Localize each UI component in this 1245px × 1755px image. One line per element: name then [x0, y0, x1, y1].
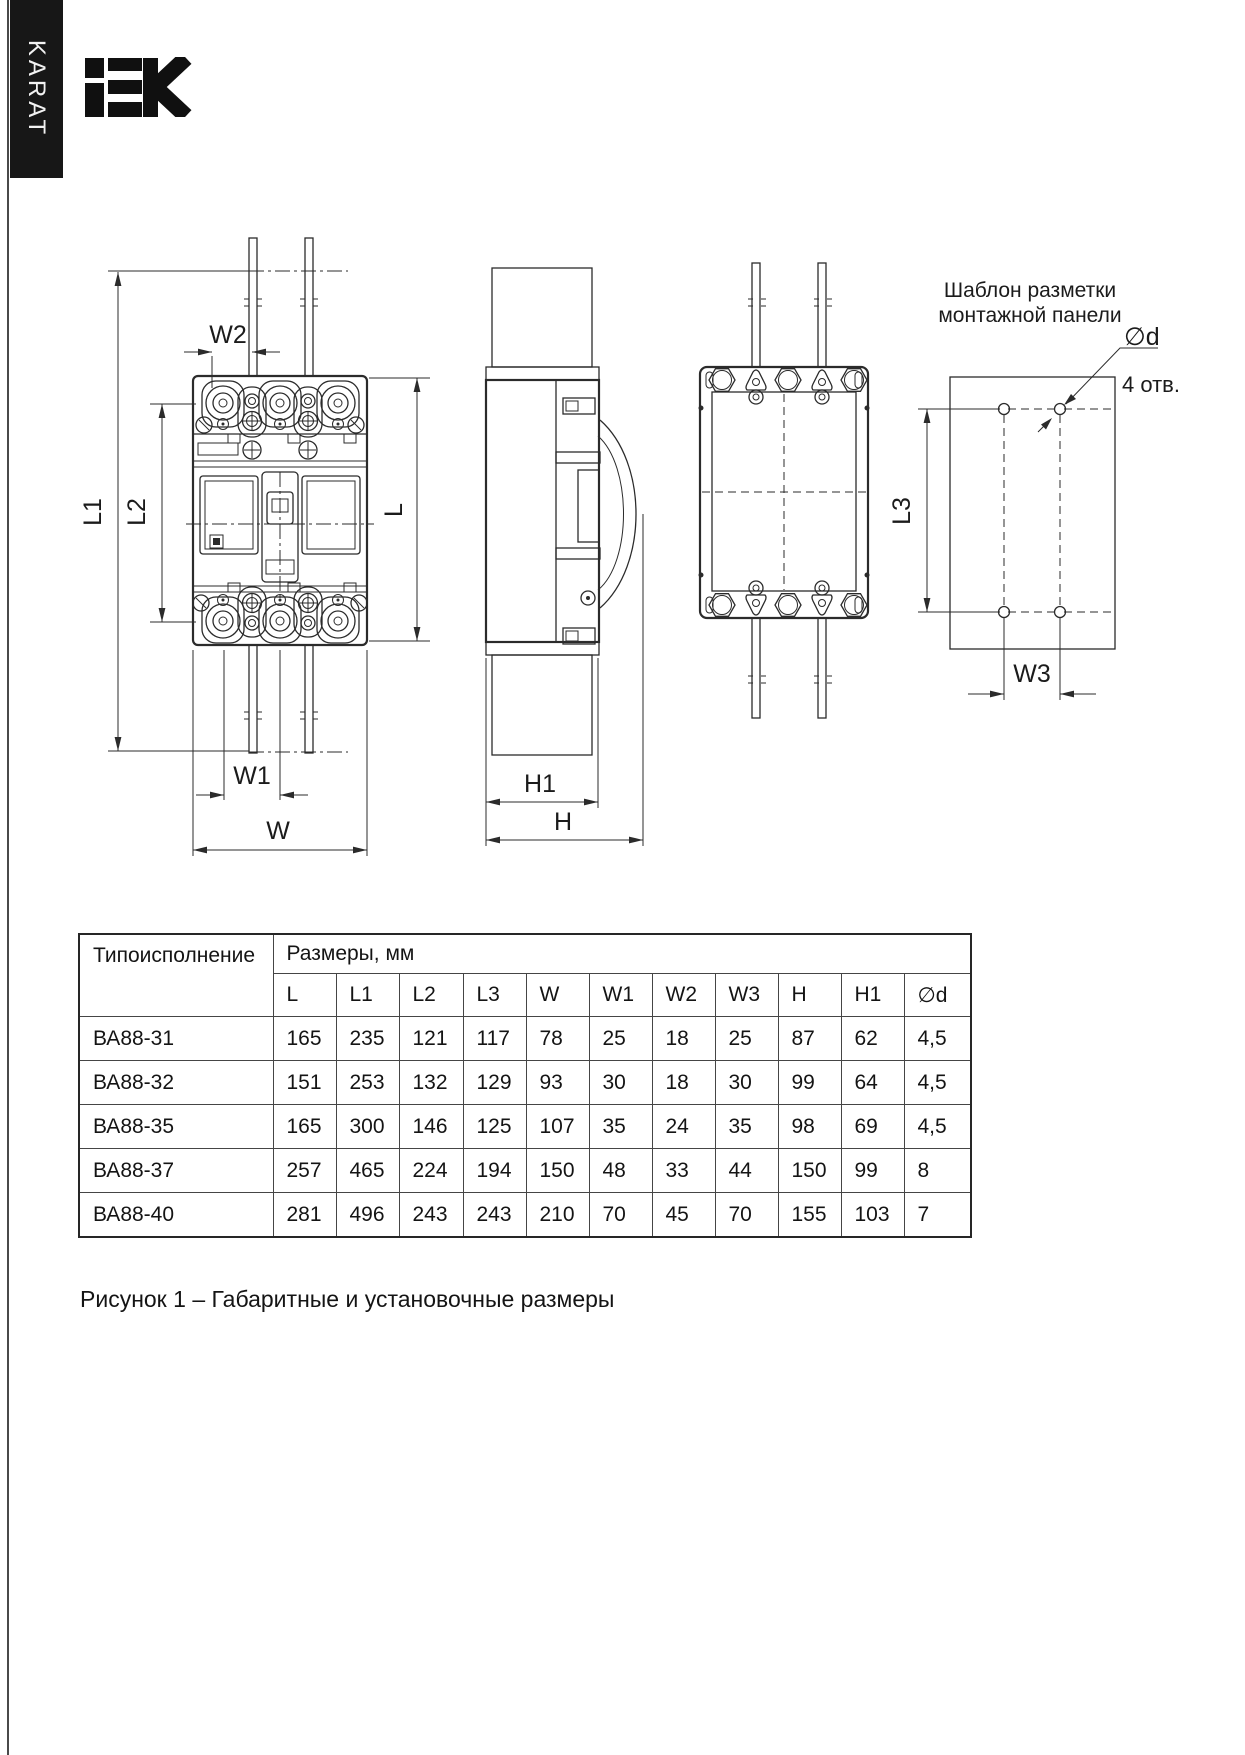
- value-cell: 103: [841, 1193, 904, 1238]
- value-cell: 465: [336, 1149, 399, 1193]
- value-cell: 121: [399, 1017, 463, 1061]
- value-cell: 243: [463, 1193, 526, 1238]
- value-cell: 4,5: [904, 1061, 971, 1105]
- front-busbar-bottom-right: [305, 645, 313, 753]
- value-cell: 281: [273, 1193, 336, 1238]
- value-cell: 253: [336, 1061, 399, 1105]
- mounting-hole: [999, 404, 1010, 415]
- template-title-line1: Шаблон разметки: [943, 279, 1117, 302]
- side-view-drawing: [486, 268, 643, 846]
- dim-label-l3: L3: [888, 497, 916, 525]
- dim-label-h: H: [553, 808, 573, 836]
- value-cell: 78: [526, 1017, 589, 1061]
- value-cell: 150: [778, 1149, 841, 1193]
- value-cell: 4,5: [904, 1017, 971, 1061]
- table-row: [79, 1061, 971, 1105]
- type-cell: ВА88-35: [79, 1105, 273, 1149]
- template-panel-outline: [950, 377, 1115, 649]
- table-row: [79, 1193, 971, 1238]
- value-cell: 35: [589, 1105, 652, 1149]
- value-cell: 24: [652, 1105, 715, 1149]
- value-cell: 99: [841, 1149, 904, 1193]
- value-cell: 33: [652, 1149, 715, 1193]
- type-cell: ВА88-40: [79, 1193, 273, 1238]
- table-row: [79, 1017, 971, 1061]
- front-view-drawing: [79, 238, 430, 856]
- value-cell: 224: [399, 1149, 463, 1193]
- value-cell: 87: [778, 1017, 841, 1061]
- value-cell: 35: [715, 1105, 778, 1149]
- table-header-row: [79, 934, 971, 974]
- dim-col-header: W2: [652, 974, 715, 1017]
- front-busbar-top-right: [305, 238, 313, 376]
- value-cell: 30: [589, 1061, 652, 1105]
- dim-col-header: H1: [841, 974, 904, 1017]
- value-cell: 62: [841, 1017, 904, 1061]
- value-cell: 69: [841, 1105, 904, 1149]
- value-cell: 235: [336, 1017, 399, 1061]
- mounting-hole: [1055, 607, 1066, 618]
- value-cell: 18: [652, 1061, 715, 1105]
- dim-col-header: W3: [715, 974, 778, 1017]
- dim-label-w1: W1: [233, 762, 271, 790]
- value-cell: 151: [273, 1061, 336, 1105]
- value-cell: 165: [273, 1017, 336, 1061]
- value-cell: 300: [336, 1105, 399, 1149]
- front-label-plate: [198, 443, 238, 455]
- value-cell: 8: [904, 1149, 971, 1193]
- dim-col-header: L3: [463, 974, 526, 1017]
- dim-col-header: W: [526, 974, 589, 1017]
- value-cell: 48: [589, 1149, 652, 1193]
- value-cell: 98: [778, 1105, 841, 1149]
- value-cell: 132: [399, 1061, 463, 1105]
- value-cell: 99: [778, 1061, 841, 1105]
- value-cell: 45: [652, 1193, 715, 1238]
- value-cell: 125: [463, 1105, 526, 1149]
- dim-label-w3: W3: [1013, 660, 1051, 688]
- hole-diameter-label: ∅d: [1124, 323, 1160, 351]
- value-cell: 107: [526, 1105, 589, 1149]
- dim-col-header: L: [273, 974, 336, 1017]
- side-busbar-bottom: [492, 655, 592, 755]
- template-title-line2: монтажной панели: [938, 304, 1122, 327]
- side-tab-label: KARAT: [23, 39, 51, 139]
- value-cell: 496: [336, 1193, 399, 1238]
- type-cell: ВА88-37: [79, 1149, 273, 1193]
- front-busbar-top-left: [249, 238, 257, 376]
- table-header-type: Типоисполнение: [79, 934, 273, 1017]
- value-cell: 243: [399, 1193, 463, 1238]
- side-toggle-handle: [600, 420, 636, 608]
- holes-count-label: 4 отв.: [1122, 372, 1180, 397]
- value-cell: 7: [904, 1193, 971, 1238]
- value-cell: 25: [589, 1017, 652, 1061]
- type-cell: ВА88-31: [79, 1017, 273, 1061]
- value-cell: 194: [463, 1149, 526, 1193]
- value-cell: 70: [715, 1193, 778, 1238]
- value-cell: 93: [526, 1061, 589, 1105]
- dimensions-table: [78, 933, 972, 1238]
- table-row: [79, 1149, 971, 1193]
- mounting-hole: [1055, 404, 1066, 415]
- mounting-hole: [999, 607, 1010, 618]
- value-cell: 70: [589, 1193, 652, 1238]
- type-cell: ВА88-32: [79, 1061, 273, 1105]
- value-cell: 25: [715, 1017, 778, 1061]
- value-cell: 257: [273, 1149, 336, 1193]
- value-cell: 64: [841, 1061, 904, 1105]
- front-busbar-bottom-left: [249, 645, 257, 753]
- value-cell: 129: [463, 1061, 526, 1105]
- table-row: [79, 1105, 971, 1149]
- dim-label-l1: L1: [79, 498, 107, 526]
- dim-col-header: L2: [399, 974, 463, 1017]
- figure-caption: Рисунок 1 – Габаритные и установочные размеры: [80, 1286, 615, 1312]
- dim-label-w2: W2: [209, 321, 247, 349]
- dim-col-header: W1: [589, 974, 652, 1017]
- value-cell: 30: [715, 1061, 778, 1105]
- dim-col-header: H: [778, 974, 841, 1017]
- dim-label-h1: H1: [524, 770, 556, 798]
- value-cell: 4,5: [904, 1105, 971, 1149]
- value-cell: 146: [399, 1105, 463, 1149]
- dim-col-header: L1: [336, 974, 399, 1017]
- dim-label-l: L: [380, 503, 408, 517]
- mounting-template-drawing: [888, 279, 1180, 700]
- value-cell: 44: [715, 1149, 778, 1193]
- value-cell: 150: [526, 1149, 589, 1193]
- side-busbar-top: [492, 268, 592, 367]
- value-cell: 210: [526, 1193, 589, 1238]
- table-header-sizes: Размеры, мм: [273, 934, 971, 974]
- dim-label-w: W: [266, 817, 290, 845]
- rear-view-drawing: [699, 263, 870, 718]
- dim-col-header: ∅d: [904, 974, 971, 1017]
- value-cell: 117: [463, 1017, 526, 1061]
- value-cell: 18: [652, 1017, 715, 1061]
- value-cell: 155: [778, 1193, 841, 1238]
- value-cell: 165: [273, 1105, 336, 1149]
- dim-label-l2: L2: [123, 498, 151, 526]
